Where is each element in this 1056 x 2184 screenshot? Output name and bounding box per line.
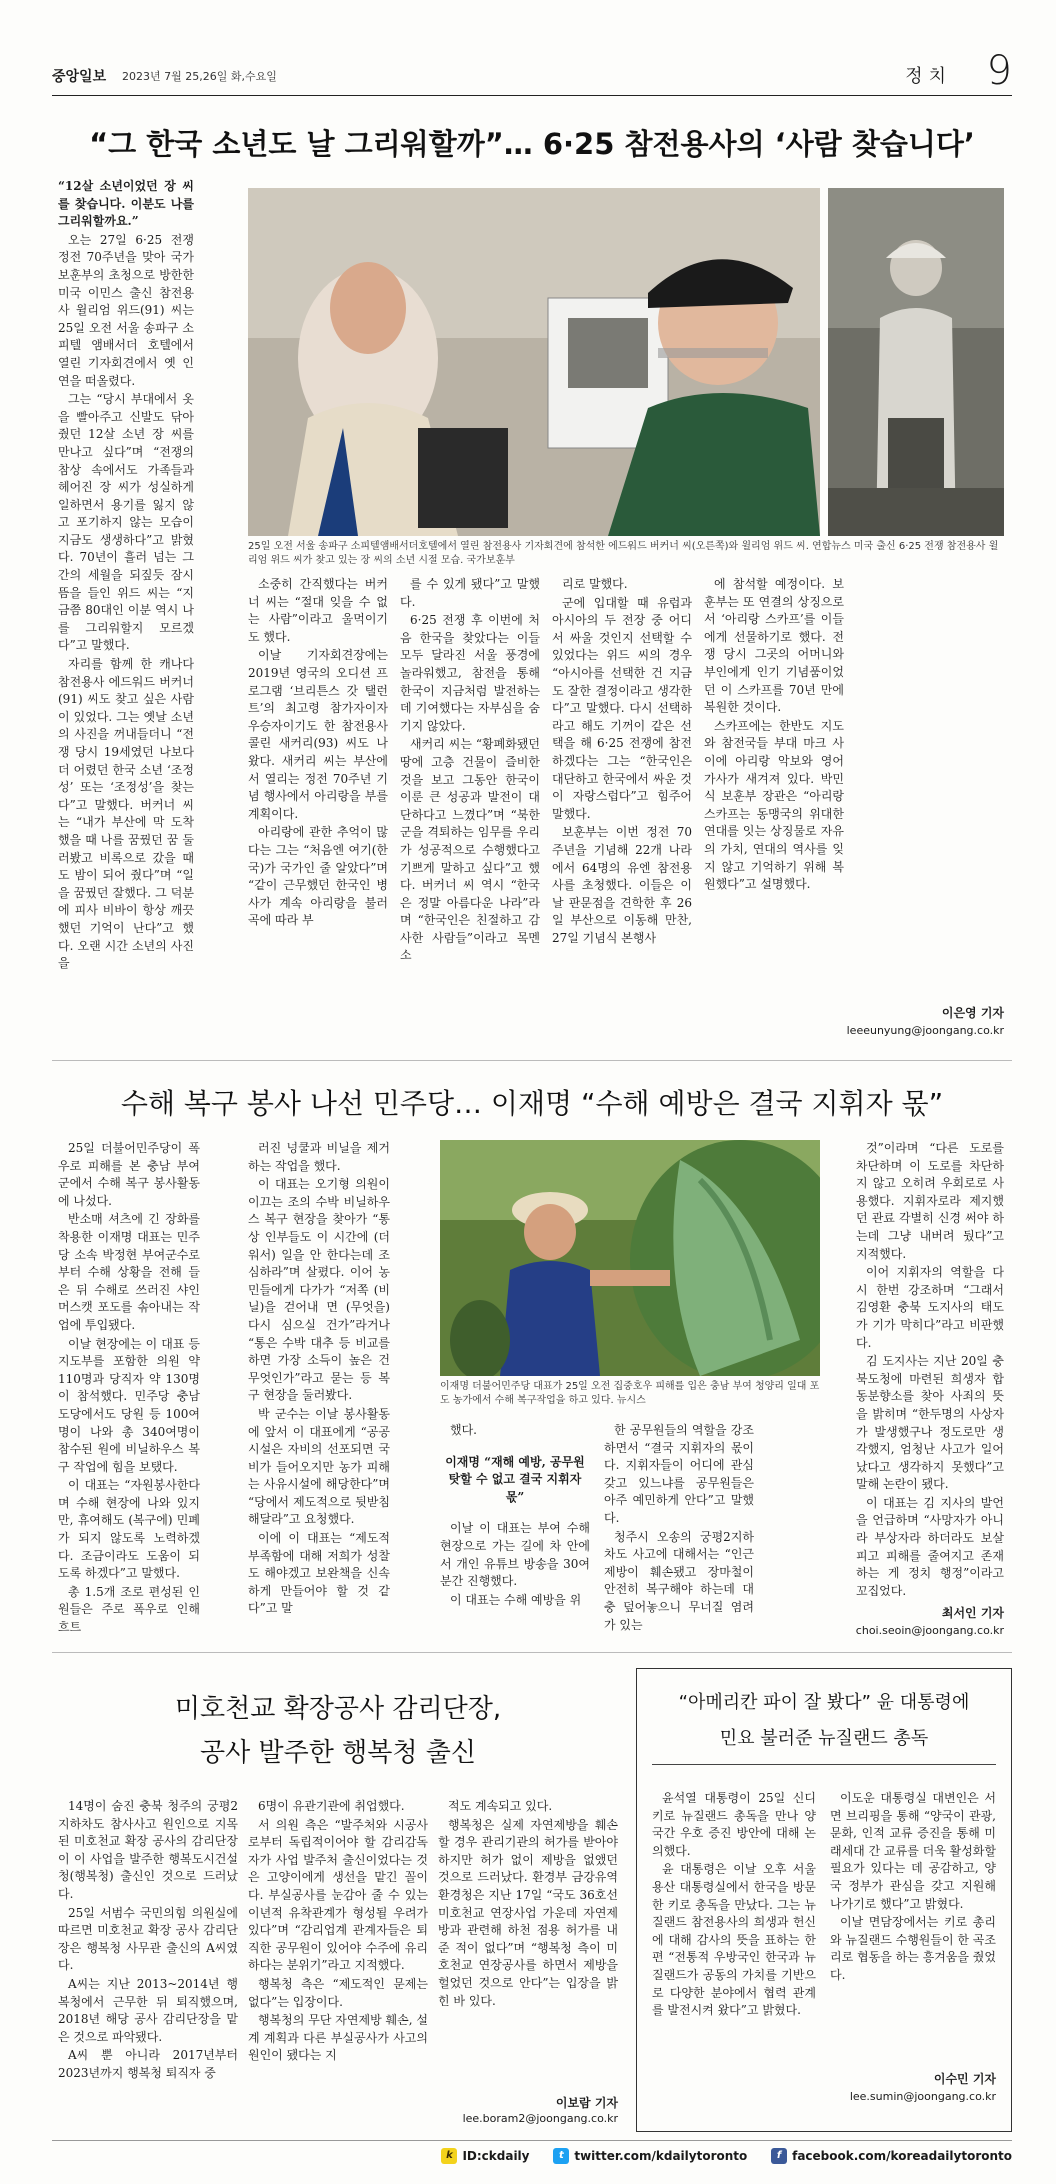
story3-headline-line2: 공사 발주한 행복청 출신 <box>200 1738 476 1768</box>
story1-column-3 <box>400 576 540 1056</box>
twitter-icon: t <box>553 2148 569 2164</box>
story4-divider <box>652 1764 996 1765</box>
story2-paragraph: 이날 현장에는 이 대표 등 지도부를 포함한 의원 약 110명과 당직자 약 130명이 참석했다. 민주당 충남도당에서도 당원 등 100여명이 나와 총 340여명이 참수된 원에 비닐하우스 복구 작업에 힘을 보탰다. <box>58 1336 200 1474</box>
story1-photo-caption: 25일 오전 서울 송파구 소피텔앰배서더호텔에서 열린 참전용사 기자회견에 참석한 에드워드 버커너 씨(오른쪽)와 윌리엄 위드 씨. 연합뉴스 미국 출신 6·25 전쟁 참전용사 윌리엄 위드 씨가 찾고 있는 장 씨의 소년 시절 모습. 국가보훈부 <box>248 541 999 566</box>
story2-photo-caption: 이재명 더불어민주당 대표가 25일 오전 집중호우 피해를 입은 충남 부여 청양리 일대 포도 농가에서 수해 복구작업을 하고 있다. 뉴시스 <box>440 1381 820 1406</box>
section-divider <box>52 1652 1012 1653</box>
story1-paragraph: 에 참석할 예정이다. 보훈부는 또 연결의 상징으로서 ‘아리랑 스카프’를 이들에게 선물하기로 했다. 전쟁 당시 그곳의 어머니와 부인에게 인기 기념품이었던 이 스카프를 70년 만에 복원한 것이다. <box>704 577 844 715</box>
story1-paragraph: “12살 소년이었던 장 씨를 찾습니다. 이분도 나를 그리워할까요.” <box>58 179 194 229</box>
section-divider <box>52 1060 1012 1061</box>
story3-column-2 <box>248 1798 428 2128</box>
facebook-icon: f <box>771 2148 787 2164</box>
footer-kakao-id: ID:ckdaily <box>462 2149 530 2163</box>
story2-subheadline: 이재명 “재해 예방, 공무원 탓할 수 없고 결국 지휘자 몫” <box>445 1454 585 1504</box>
story4-column-1 <box>652 1790 816 2080</box>
story1-paragraph: 스카프에는 한반도 지도와 참전국들 부대 마크 사이에 아리랑 악보와 영어 가사가 새겨져 있다. 박민식 보훈부 장관은 “아리랑 스카프는 동맹국의 위대한 연대를 잇는 상징물로 자유의 가치, 연대의 역사를 잊지 않고 기억하기 위해 복원했다”고 설명했다. <box>704 718 844 892</box>
story2-paragraph: 김 도지사는 지난 20일 충북도청에 마련된 희생자 합동분향소를 찾아 사죄의 뜻을 밝히며 “한두명의 사상자가 발생했구나 정도로만 생각했지, 엄청난 사고가 일어났다고 생각하지 못했다”고 말해 논란이 됐다. <box>856 1354 1004 1492</box>
story2-column-4 <box>604 1422 754 1646</box>
story2-paragraph: 25일 더불어민주당이 폭우로 피해를 본 충남 부여군에서 수해 복구 봉사활동에 나섰다. <box>58 1141 200 1208</box>
story2-paragraph: 박 군수는 이날 봉사활동에 앞서 이 대표에게 “공공시설은 자비의 선포되면 국비가 들어오지만 농가 피해는 사유시설에 해당한다”며 “당에서 제도적으로 뒷받침해달라”고 요청했다. <box>248 1406 390 1527</box>
story2-column-1 <box>58 1140 200 1646</box>
story2-byline: 최서인 기자 <box>941 1606 1004 1620</box>
story1-email: leeeunyung@joongang.co.kr <box>846 1024 1004 1037</box>
story3-paragraph: A씨는 지난 2013~2014년 행복청에서 근무한 뒤 퇴직했으며, 2018년 해당 공사 감리단장을 맡은 것으로 파악됐다. <box>58 1976 238 2044</box>
story2-paragraph: 총 1.5개 조로 편성된 인원들은 주로 폭우로 인해 흐트 <box>58 1584 200 1635</box>
story3-paragraph: 행복청의 무단 자연제방 훼손, 설계 계획과 다른 부실공사가 사고의 원인이 됐다는 지 <box>248 2013 428 2063</box>
footer-twitter-link: twitter.com/kdailytoronto <box>574 2149 748 2163</box>
story2-column-2 <box>248 1140 390 1646</box>
story3-headline-line1: 미호천교 확장공사 감리단장, <box>174 1694 502 1724</box>
issue-date: 2023년 7월 25,26일 화,수요일 <box>122 70 277 83</box>
story2-paragraph: 이 대표는 수해 예방을 위 <box>450 1592 582 1607</box>
story2-column-3 <box>440 1422 590 1646</box>
story1-column-4 <box>552 576 692 1056</box>
story3-paragraph: 6명이 유관기관에 취업했다. <box>258 1799 405 1813</box>
masthead <box>52 48 1012 96</box>
story2-photo-vineyard <box>440 1140 820 1376</box>
story3-column-1 <box>58 1798 238 2128</box>
story1-paragraph: 자리를 함께 한 캐나다 참전용사 에드워드 버커너(91) 씨도 찾고 싶은 사람이 있었다. 그는 옛날 소년의 사진을 꺼내들더니 “전쟁 당시 19세였던 나보다 더 어렸던 한국 소년 ‘조정성’ 또는 ‘조정성’을 찾는다”고 말했다. 버커너 씨는 “내가 부산에 막 도착했을 때 나를 꿈꿨던 꿈 둘러봤고 비록으로 갔을 때도 밤이 되어 줬다”며 “일을 꿈꿨던 잘했다. 그 덕분에 피사 비바이 항상 깨끗했던 기억이 난다”고 했다. 오랜 시간 소년의 사진을 <box>58 657 194 971</box>
story1-column-1 <box>58 178 194 1056</box>
story3-paragraph: 행복청 측은 “제도적인 문제는 없다”는 입장이다. <box>248 1976 428 2009</box>
story2-paragraph: 이날 이 대표는 부여 수해 현장으로 가는 길에 차 안에서 개인 유튜브 방송을 30여분간 진행했다. <box>440 1521 590 1589</box>
story1-paragraph: 새커리 씨는 “황폐화됐던 땅에 고층 건물이 즐비한 것을 보고 그동안 한국이 이룬 큰 성공과 발전이 대단하다고 느꼈다”며 “북한군을 격퇴하는 임무를 우리가 성공적으로 수행했다고 기쁘게 말하고 싶다”고 했다. 버커너 씨 역시 “한국은 정말 아름다운 나라”라며 “한국인은 친절하고 감사한 사람들”이라고 목멘 소 <box>400 737 540 963</box>
footer-facebook[interactable] <box>771 2148 1012 2164</box>
story2-column-5 <box>856 1140 1004 1596</box>
section-title: 정치 <box>905 66 952 87</box>
story4-paragraph: 윤석열 대통령이 25일 신디 키로 뉴질랜드 총독을 만나 양국간 우호 증진 방안에 대해 논의했다. <box>652 1791 816 1858</box>
story2-paragraph: 청주시 오송의 궁평2지하차도 사고에 대해서는 “인근 제방이 훼손됐고 장마철이 안전히 복구해야 하는데 대충 덮어놓으니 무너질 염려가 있는 <box>604 1529 754 1632</box>
story1-paragraph: 6·25 전쟁 후 이번에 처음 한국을 찾았다는 이들 모두 달라진 서울 풍경에 놀라워했고, 참전을 통해 한국이 지금처럼 발전하는 데 기여했다는 자부심을 숨기지 않았다. <box>400 613 540 733</box>
story3-paragraph: 서 의원 측은 “발주처와 시공사로부터 독립적이어야 할 감리감독자가 사업 발주처 출신이었다는 것은 고양이에게 생선을 맡긴 꼴이다. 부실공사를 눈감아 줄 수 있는 이년적 유착관계가 형성될 우려가 있다”며 “감리업계 관계자들은 퇴직한 공무원이 있어야 수주에 유리하다는 분위기”라고 지적했다. <box>248 1817 428 1973</box>
story1-paragraph: 아리랑에 관한 추억이 많다는 그는 “처음엔 여기(한국)가 국가인 줄 알았다”며 “같이 근무했던 한국인 병사가 계속 아리랑을 불러 곡에 따라 부 <box>248 825 388 928</box>
story1-paragraph: 보훈부는 이번 정전 70주년을 기념해 22개 나라에서 64명의 유엔 참전용사를 초청했다. 이들은 이날 판문점을 견학한 후 26일 부산으로 이동해 만찬, 27일 기념식 본행사 <box>552 825 692 945</box>
story2-paragraph: 이 대표는 “자원봉사한다며 수해 현장에 나와 있지만, 휴여해도 (복구에) 민폐가 되지 않도록 노력하겠다. 조금이라도 도움이 되도록 하겠다”고 말했다. <box>58 1478 200 1581</box>
story4-headline-line1: “아메리칸 파이 잘 봤다” 윤 대통령에 <box>678 1692 970 1713</box>
story2-paragraph: 이 대표는 오기형 의원이 이끄는 조의 수박 비닐하우스 복구 현장을 찾아가 “통상 인부들도 이 시간에 (더워서) 일을 안 한다는데 조심하라”며 살폈다. 이어 농민들에게 다가가 “저쪽 (비닐)을 걷어내 면 (무엇을) 다시 심으실 건가”라거나 “통은 수박 대추 등 비교를 하면 가장 소득이 높은 건 무엇인가”라고 묻는 등 복구 현장을 둘러봤다. <box>248 1177 390 1403</box>
story2-paragraph: 것”이라며 “다른 도로를 차단하며 이 도로를 차단하지 않고 오히려 우회로로 사용했다. 지휘자로라 제지했던 관료 각별히 신경 써야 하는데 그냥 내버려 뒀다”고 지적했다. <box>856 1141 1004 1261</box>
story2-paragraph: 이어 지휘자의 역할을 다시 한번 강조하며 “그래서 김영환 충북 도지사의 태도가 기가 막히다”라고 비판했다. <box>856 1265 1004 1350</box>
footer-twitter[interactable] <box>553 2148 747 2164</box>
story2-paragraph: 러진 넝쿨과 비닐을 제거하는 작업을 했다. <box>248 1141 390 1173</box>
story2-paragraph: 이에 이 대표는 “제도적 부족함에 대해 저희가 성찰도 해야겠고 보완책을 신속하게 만들어야 할 것 같다”고 말 <box>248 1531 390 1616</box>
footer-facebook-link: facebook.com/koreadailytoronto <box>792 2149 1012 2163</box>
story4-column-2 <box>830 1790 996 2050</box>
story3-paragraph: 적도 계속되고 있다. <box>448 1799 553 1813</box>
story1-byline: 이은영 기자 <box>941 1006 1004 1020</box>
story4-headline-line2: 민요 불러준 뉴질랜드 총독 <box>719 1728 929 1749</box>
story2-paragraph: 이 대표는 김 지사의 발언을 언급하며 “사망자가 아니라 부상자라 하더라도 보살피고 피해를 줄여지고 존재하는 게 정치 행정”이라고 꼬집었다. <box>856 1495 1004 1596</box>
story3-paragraph: 25일 서범수 국민의힘 의원실에 따르면 미호천교 확장 공사 감리단장은 행복청 사무관 출신의 A씨였다. <box>58 1905 238 1973</box>
story1-photo-veterans <box>248 188 820 536</box>
story3-paragraph: 행복청은 실제 자연제방을 훼손할 경우 관리기관의 허가를 받아야 하지만 허가 없이 제방을 없앴던 것으로 드러났다. 환경부 금강유역환경청은 지난 17일 “국도 36호선 미호천교 연장사업 가운데 자연제방과 관련해 하천 점용 허가를 내준 적이 없다”며 “행복청 측이 미호천교 연장공사를 하면서 제방을 헐었던 것으로 안다”는 입장을 밝힌 바 있다. <box>438 1817 618 2008</box>
story2-paragraph: 반소매 셔츠에 긴 장화를 착용한 이재명 대표는 민주당 소속 박정현 부여군수로부터 수해 상황을 전해 들은 뒤 수해로 쓰러진 샤인머스캣 포도를 솎아내는 작업에 투입됐다. <box>58 1212 200 1332</box>
footer <box>52 2140 1012 2166</box>
story2-paragraph: 한 공무원들의 역할을 강조하면서 “결국 지휘자의 몫이다. 지휘자들이 어디에 관심 갖고 있느냐를 공무원들은 아주 예민하게 안다”고 말했다. <box>604 1423 754 1525</box>
story1-paragraph: 리로 말했다. <box>562 577 628 591</box>
story1-column-2 <box>248 576 388 1056</box>
story4-email: lee.sumin@joongang.co.kr <box>849 2090 996 2103</box>
story3-paragraph: 14명이 숨진 충북 청주의 궁평2지하차도 참사사고 원인으로 지목된 미호천교 확장 공사의 감리단장이 이 사업을 발주한 행복도시건설청(행복청) 출신인 것으로 드러났다. <box>58 1799 238 1901</box>
story1-paragraph: 이날 기자회견장에는 2019년 영국의 오디션 프로그램 ‘브리튼스 갓 탤런트’의 최고령 참가자이자 우승자이기도 한 참전용사 콜린 새커리(93) 씨도 나왔다. 새커리 씨는 부산에서 열리는 정전 70주년 기념 행사에서 아리랑을 부를 계획이다. <box>248 648 388 821</box>
story3-byline: 이보람 기자 <box>555 2096 618 2110</box>
story1-paragraph: 오는 27일 6·25 전쟁 정전 70주년을 맞아 국가보훈부의 초청으로 방한한 미국 이민스 출신 참전용사 윌리엄 위드(91) 씨는 25일 오전 서울 송파구 소피텔 앰배서더 호텔에서 열린 기자회견에서 옛 인연을 떠올렸다. <box>58 232 194 388</box>
story3-email: lee.boram2@joongang.co.kr <box>462 2112 618 2125</box>
story1-headline: “그 한국 소년도 날 그리워할까”… 6·25 참전용사의 ‘사람 찾습니다’ <box>89 127 975 161</box>
story1-paragraph: 군에 입대할 때 유럽과 아시아의 두 전장 중 어디서 싸울 것인지 선택할 수 있었다는 위드 씨의 경우 “아시아를 선택한 건 지금도 잘한 결정이라고 생각한다”고 말했다. 다시 선택하라고 해도 기꺼이 같은 선택을 해 6·25 전쟁에 참전하겠다는 그는 “한국인은 대단하고 한국에서 싸운 것이 자랑스럽다”고 힘주어 말했다. <box>552 595 692 821</box>
story3-paragraph: A씨 뿐 아니라 2017년부터 2023년까지 행복청 퇴직자 중 <box>58 2048 238 2080</box>
story1-column-6 <box>856 576 1004 996</box>
story1-paragraph: 를 수 있게 됐다”고 말했다. <box>400 577 540 609</box>
story4-paragraph: 이날 면담장에서는 키로 총리와 뉴질랜드 수행원들이 한 곡조리로 협동을 하는 흥겨움을 줬었다. <box>830 1915 996 1982</box>
story3-column-3 <box>438 1798 618 2090</box>
page-number: 9 <box>986 48 1012 94</box>
story4-paragraph: 윤 대통령은 이날 오후 서울 용산 대통령실에서 한국을 방문한 키로 총독을 만났다. 그는 뉴질랜드 참전용사의 희생과 헌신에 대해 감사의 뜻을 표하는 한편 “전통적 우방국인 한국과 뉴질랜드가 공동의 가치를 기반으로 다양한 분야에서 협력 관계를 발전시켜 왔다”고 밝혔다. <box>652 1862 816 2018</box>
story1-paragraph: 소중히 간직했다는 버커너 씨는 “절대 잊을 수 없는 사람”이라고 울먹이기도 했다. <box>248 577 388 644</box>
story1-column-5 <box>704 576 844 996</box>
story4-byline: 이수민 기자 <box>933 2072 996 2086</box>
paper-name: 중앙일보 <box>52 69 107 85</box>
story2-paragraph: 했다. <box>450 1423 477 1437</box>
footer-kakao[interactable] <box>441 2148 529 2164</box>
story1-photo-boy <box>828 188 1004 536</box>
story2-headline: 수해 복구 봉사 나선 민주당… 이재명 “수해 예방은 결국 지휘자 몫” <box>120 1087 944 1120</box>
story4-paragraph: 이도운 대통령실 대변인은 서면 브리핑을 통해 “양국이 관광, 문화, 인적 교류 증진을 통해 미래세대 간 교류를 더욱 활성화할 필요가 있다는 데 공감하고, 양국 정부가 관심을 갖고 지원해 나가기로 했다”고 밝혔다. <box>830 1791 996 1911</box>
kakaotalk-icon: k <box>441 2148 457 2164</box>
story1-paragraph: 그는 “당시 부대에서 옷을 빨아주고 신발도 닦아줬던 12살 소년 장 씨를 만나고 싶다”며 “전쟁의 참상 속에서도 가족들과 헤어진 장 씨가 성실하게 일하면서 용기를 잃지 않고 포기하지 않는 모습이 지금도 생생하다”고 밝혔다. 70년이 흘러 넘는 그간의 세월을 되짚듯 잠시 뜸을 들인 위드 씨는 “지금쯤 80대인 이분 역시 나를 그리워할지 모르겠다”고 말했다. <box>58 392 194 653</box>
story2-email: choi.seoin@joongang.co.kr <box>855 1624 1004 1637</box>
